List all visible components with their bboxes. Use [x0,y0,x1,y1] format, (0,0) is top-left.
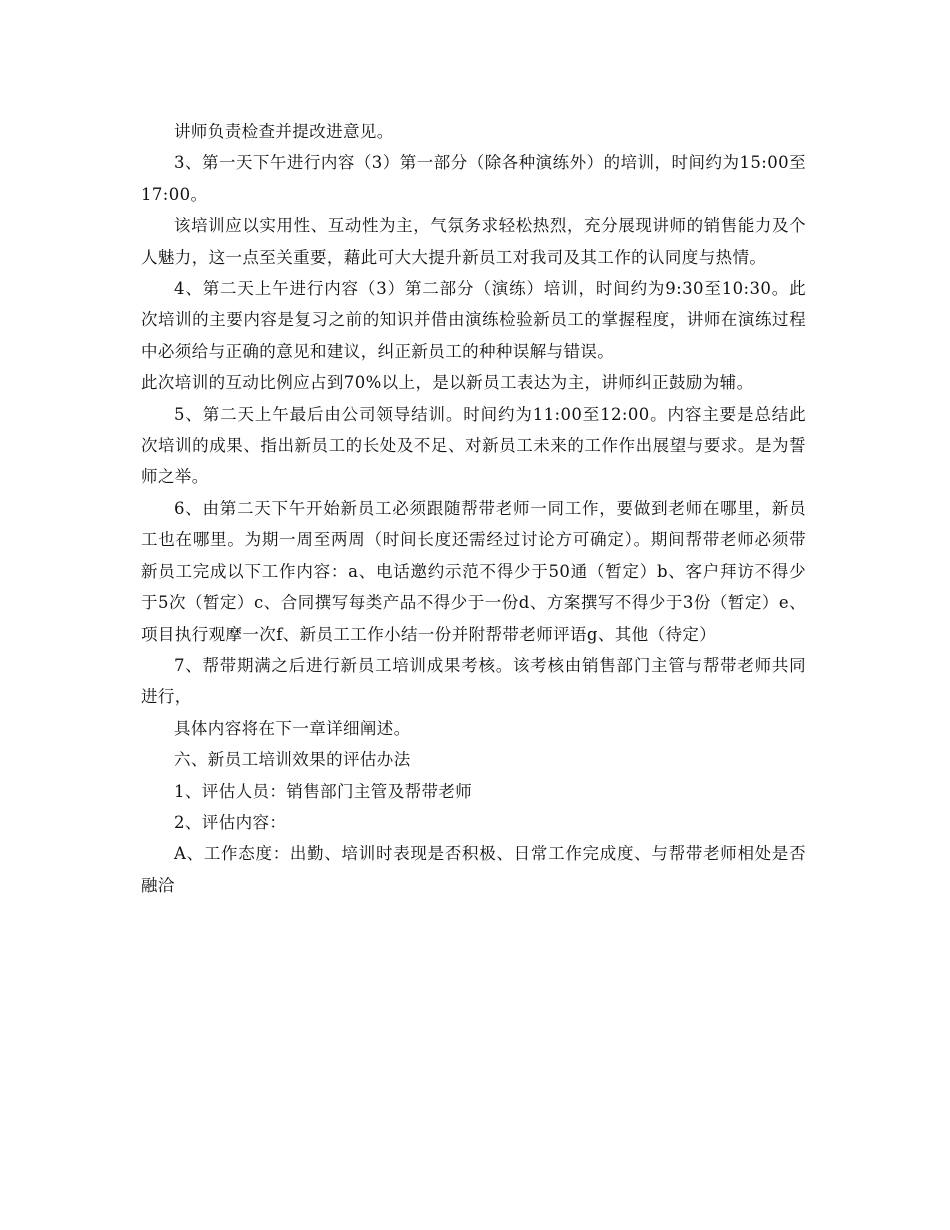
paragraph: 1、评估人员：销售部门主管及帮带老师 [174,781,473,801]
paragraph: 具体内容将在下一章详细阐述。 [174,718,411,738]
document-body [141,116,806,901]
paragraph: 此次培训的互动比例应占到70%以上，是以新员工表达为主，讲师纠正鼓励为辅。 [141,373,754,393]
paragraph: 5、第二天上午最后由公司领导结训。时间约为11:00至12:00。内容主要是总结此次培训的成果、指出新员工的长处及不足、对新员工未来的工作作出展望与要求。是为誓师之举。 [141,404,806,487]
paragraph: 3、第一天下午进行内容（3）第一部分（除各种演练外）的培训，时间约为15:00至17:00。 [141,153,806,204]
paragraph: 该培训应以实用性、互动性为主，气氛务求轻松热烈，充分展现讲师的销售能力及个人魅力，这一点至关重要，藉此可大大提升新员工对我司及其工作的认同度与热情。 [141,216,806,267]
paragraph: 2、评估内容： [174,812,287,832]
paragraph: 7、帮带期满之后进行新员工培训成果考核。该考核由销售部门主管与帮带老师共同进行， [141,655,806,707]
section-heading: 六、新员工培训效果的评估办法 [174,750,411,770]
paragraph: 讲师负责检查并提改进意见。 [174,122,394,141]
paragraph: A、工作态度：出勤、培训时表现是否积极、日常工作完成度、与帮带老师相处是否融洽 [141,844,806,895]
paragraph: 6、由第二天下午开始新员工必须跟随帮带老师一同工作，要做到老师在哪里，新员工也在哪里。为期一周至两周（时间长度还需经过讨论方可确定）。期间帮带老师必须带新员工完成以下工作内容：a、电话邀约示范不得少于50通（暂定）b、客户拜访不得少于5次（暂定）c、合同撰写每类产品不得少于一份d、方案撰写不得少于3份（暂定）e、项目执行观摩一次f、新员工工作小结一份并附帮带老师评语g、其他（待定） [141,498,806,644]
paragraph: 4、第二天上午进行内容（3）第二部分（演练）培训，时间约为9:30至10:30。此次培训的主要内容是复习之前的知识并借由演练检验新员工的掌握程度，讲师在演练过程中必须给与正确的意见和建议，纠正新员工的种种误解与错误。 [141,279,806,361]
